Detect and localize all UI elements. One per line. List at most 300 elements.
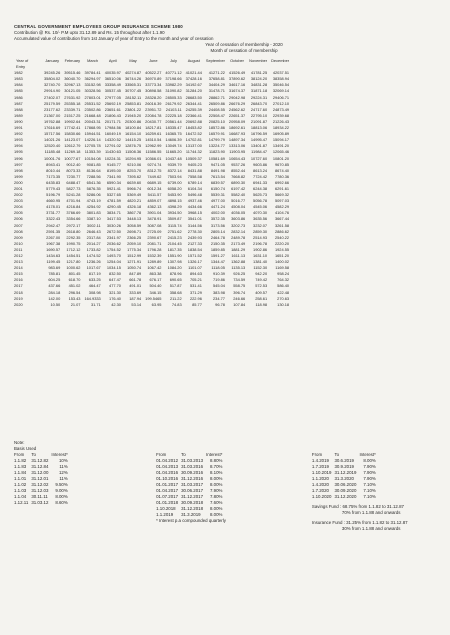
value-cell: 28862.71 [208, 94, 225, 100]
value-cell: 8073.33 [66, 167, 81, 173]
value-cell: 9339.79 [167, 161, 182, 167]
date-cell: 1.10.2020 [311, 494, 332, 499]
entry-year-cell: 2002 [14, 192, 23, 198]
value-cell: 1344.47 [210, 259, 225, 265]
date-cell: 31.03.12 [31, 500, 49, 505]
value-cell: 734.59 [233, 277, 246, 283]
value-cell: 40522.27 [145, 70, 162, 76]
interest-header-cell: To [334, 452, 340, 457]
value-cell: 8552.44 [231, 167, 246, 173]
value-cell: 1493.70 [106, 253, 121, 258]
value-cell: 7724.42 [253, 173, 268, 179]
value-cell: 25853.81 [124, 100, 142, 106]
value-cell: 33982.29 [165, 82, 182, 88]
value-cell: 74.83 [171, 301, 182, 307]
value-cell: 35046.54 [272, 82, 290, 88]
value-cell: 1034.15 [106, 265, 121, 271]
value-cell: 422.48 [277, 289, 290, 295]
value-cell: 586.40 [277, 283, 290, 289]
value-cell: 1050.74 [127, 265, 142, 271]
entry-year-cell: 1986 [14, 94, 23, 100]
value-cell: 6058.20 [167, 185, 182, 191]
value-cell: 7341.90 [106, 173, 121, 179]
value-cell: 451.02 [68, 283, 81, 289]
value-cell: 10.50 [50, 301, 61, 307]
value-cell: 29914.90 [44, 88, 61, 94]
value-cell: 6488.47 [66, 179, 81, 185]
value-cell: 29224.31 [250, 94, 268, 100]
value-cell: 16796.59 [250, 131, 268, 137]
date-cell: 1.7.2020 [311, 488, 329, 493]
entry-year-cell: 1997 [14, 161, 23, 167]
value-cell: 1967.38 [46, 240, 61, 246]
value-cell: 3354.66 [66, 216, 81, 222]
date-cell: 30.06.2020 [334, 482, 357, 487]
value-cell: 17984.56 [104, 125, 121, 131]
value-cell: 5779.43 [46, 185, 61, 191]
value-cell: 32069.14 [272, 88, 290, 94]
date-cell: 31.12.2018 [181, 506, 204, 511]
value-cell: 17616.69 [44, 125, 61, 131]
value-cell: 31871.18 [250, 88, 268, 94]
value-cell: 4781.59 [106, 198, 121, 204]
value-cell: 8010.44 [46, 167, 61, 173]
value-cell: 705.21 [189, 277, 202, 283]
value-cell: 2127.33 [187, 240, 202, 246]
value-cell: 23801.22 [124, 106, 142, 112]
value-cell: 11823.90 [208, 149, 225, 155]
value-cell: 2489.78 [231, 234, 246, 240]
value-cell: 504.40 [149, 283, 162, 289]
value-cell: 19762.88 [44, 118, 61, 124]
value-cell: 14995.47 [250, 137, 268, 143]
value-cell: 5966.74 [127, 185, 142, 191]
interest-rate-cell: 9.00% [55, 488, 68, 493]
date-cell: 01.04.2013 [156, 464, 179, 469]
value-cell: 1199.45 [46, 259, 61, 265]
value-cell: 2292.35 [66, 234, 81, 240]
value-cell: 28505.33 [165, 94, 182, 100]
value-cell: 1381.40 [253, 259, 268, 265]
interest-rate-cell: 10% [58, 458, 68, 463]
value-cell: 153.43 [68, 295, 81, 301]
value-cell: 3478.91 [147, 216, 162, 222]
value-cell: 4859.07 [147, 198, 162, 204]
value-cell: 4254.92 [86, 204, 101, 210]
value-cell: 3002.11 [86, 222, 101, 228]
value-cell: 2751.62 [167, 228, 182, 234]
accumulated-value-table [14, 58, 291, 308]
value-cell: 4216.84 [66, 204, 81, 210]
value-cell: 130.18 [277, 301, 290, 307]
value-cell: 1152.30 [253, 265, 268, 271]
interest-rate-cell: 7.90% [363, 470, 376, 475]
date-cell: 1.12.11 [14, 500, 29, 505]
value-cell: 1434.63 [46, 253, 61, 258]
value-cell: 3173.56 [210, 222, 225, 228]
value-cell: 3387.10 [86, 216, 101, 222]
interest-row [312, 494, 379, 500]
value-cell: 107.84 [233, 301, 246, 307]
value-cell: 118.98 [255, 301, 268, 307]
value-cell: 5876.35 [86, 185, 101, 191]
value-cell: 20561.44 [165, 118, 182, 124]
value-cell: 15094.17 [272, 137, 290, 143]
value-cell: 28328.20 [145, 94, 162, 100]
value-cell: 894.63 [189, 271, 202, 277]
value-cell: 22508.47 [208, 112, 225, 118]
value-cell: 3144.56 [187, 222, 202, 228]
value-cell: 27402.07 [44, 94, 61, 100]
value-cell: 926.25 [233, 271, 246, 277]
value-cell: 22939.68 [272, 112, 290, 118]
value-cell: 24408.55 [208, 106, 225, 112]
value-cell: 2805.14 [210, 228, 225, 234]
value-cell: 1254.04 [106, 259, 121, 265]
value-cell: 14606.39 [165, 137, 182, 143]
entry-year-cell: 1990 [14, 118, 23, 124]
value-cell: 5669.32 [274, 192, 290, 198]
value-cell: 2014.27 [86, 240, 101, 246]
value-cell: 2778.30 [187, 228, 202, 234]
date-cell: 30.09.2020 [334, 488, 357, 493]
value-cell: 1733.82 [86, 246, 101, 252]
value-cell: 10001.76 [44, 155, 61, 161]
value-cell: 13401.87 [250, 143, 268, 149]
insurance-fund-note [312, 520, 440, 532]
value-cell: 30537.45 [104, 88, 121, 94]
interest-table-left [14, 452, 71, 506]
value-cell: 18934.22 [272, 125, 290, 131]
value-cell: 633.25 [88, 277, 101, 283]
value-cell: 176.40 [109, 295, 121, 301]
value-cell: 15944.51 [84, 131, 101, 137]
value-cell: 719.86 [213, 277, 225, 283]
value-cell: 4898.15 [167, 198, 182, 204]
date-cell: 31.12.84 [31, 464, 49, 469]
value-cell: 3834.71 [106, 210, 121, 216]
value-cell: 10366.01 [145, 155, 162, 161]
interest-rate-cell: 11% [59, 476, 68, 481]
interest-rate-cell: 7.10% [363, 488, 376, 493]
value-cell: 20300.86 [124, 118, 142, 124]
value-cell: 847.89 [129, 271, 142, 277]
date-cell: 30.9.2019 [334, 464, 354, 469]
value-cell: 2514.93 [253, 234, 268, 240]
value-cell: 3202.73 [231, 222, 246, 228]
value-cell: 676.17 [149, 277, 162, 283]
value-cell: 7288.56 [86, 173, 101, 179]
entry-year-cell: 2008 [14, 228, 23, 234]
value-cell: 11430.63 [104, 149, 121, 155]
interest-rate-cell: 7.10% [363, 494, 376, 499]
value-cell: 31478.71 [208, 88, 225, 94]
interest-rate-cell: 8.60% [55, 500, 68, 505]
value-cell: 6291.61 [274, 185, 290, 191]
value-cell: 1611.13 [231, 253, 246, 258]
value-cell: 801.45 [68, 271, 81, 277]
interest-row [14, 500, 71, 506]
value-cell: 1651.20 [274, 253, 290, 258]
value-cell: 24873.49 [272, 106, 290, 112]
value-cell: 34831.28 [250, 82, 268, 88]
value-cell: 1289.89 [147, 259, 162, 265]
savings-fund-note [312, 504, 440, 516]
value-cell: 16154.10 [124, 131, 142, 137]
value-cell: 558.75 [233, 283, 246, 289]
date-cell: 1.1.03 [14, 488, 27, 493]
value-cell: 2439.93 [187, 234, 202, 240]
interest-basis-left [14, 452, 142, 532]
month-column-header: May [129, 58, 137, 63]
value-cell: 3934.50 [167, 210, 182, 216]
value-cell: 11984.47 [251, 149, 268, 155]
interest-rate-cell: 8.10% [209, 470, 223, 475]
value-cell: 4002.00 [210, 210, 225, 216]
value-cell: 20171.71 [104, 118, 121, 124]
value-cell: 41781.25 [250, 70, 268, 76]
date-cell: 30.09.2016 [181, 470, 204, 475]
value-cell: 18217.81 [145, 125, 162, 131]
basis-label: Basis Used [14, 446, 37, 451]
value-cell: 16049.19 [104, 131, 121, 137]
value-cell: 2832.14 [231, 228, 246, 234]
value-cell: 371.29 [189, 289, 202, 295]
value-cell: 3232.07 [253, 222, 268, 228]
entry-year-cell: 2020 [14, 301, 23, 307]
value-cell: 4545.06 [253, 204, 268, 210]
value-cell: 31.71 [90, 301, 101, 307]
value-cell: 7449.62 [147, 173, 162, 179]
value-cell: 37428.16 [185, 76, 202, 82]
value-cell: 4434.66 [187, 204, 202, 210]
value-cell: 5097.03 [274, 198, 290, 204]
interest-rate-cell: 9.50% [55, 482, 68, 487]
entry-year-cell: 1985 [14, 88, 23, 94]
value-cell: 1454.51 [66, 253, 81, 258]
value-cell: 9145.77 [106, 161, 121, 167]
value-cell: 11185.48 [44, 149, 61, 155]
value-cell: 2081.71 [147, 240, 162, 246]
value-cell: 1101.07 [188, 265, 202, 271]
value-cell: 2591.35 [46, 228, 61, 234]
value-cell: 4937.46 [187, 198, 202, 204]
value-cell: 26179.92 [165, 100, 182, 106]
value-cell: 2942.47 [46, 222, 61, 228]
value-cell: 10437.48 [165, 155, 182, 161]
value-cell: 9405.23 [187, 161, 202, 167]
value-cell: 3058.59 [127, 222, 142, 228]
value-cell: 1775.34 [127, 246, 142, 252]
entry-year-cell: 1993 [14, 137, 23, 143]
interest-header-cell: Interest* [206, 452, 223, 457]
value-cell: 8613.24 [253, 167, 268, 173]
value-cell: 24562.62 [228, 106, 246, 112]
value-cell: 1400.02 [274, 259, 290, 265]
value-cell: 9471.05 [210, 161, 225, 167]
value-cell: 8491.98 [210, 167, 225, 173]
value-cell: 20825.10 [208, 118, 225, 124]
value-cell: 5056.78 [253, 198, 268, 204]
value-cell: 4036.05 [231, 210, 246, 216]
value-cell: 18572.86 [208, 125, 225, 131]
interest-rate-cell: 12% [58, 470, 68, 475]
value-cell: 8674.40 [274, 167, 290, 173]
interest-header-cell: From [14, 452, 25, 457]
date-cell: 31.12.01 [31, 476, 49, 481]
date-cell: 31.12.00 [31, 470, 49, 475]
interest-rate-cell: 7.80% [209, 494, 223, 499]
value-cell: 4326.18 [127, 204, 142, 210]
value-cell: 11744.32 [185, 149, 202, 155]
value-cell: 6590.34 [106, 179, 121, 185]
value-cell: 13491.20 [272, 143, 290, 149]
value-cell: 14226.14 [84, 137, 101, 143]
interest-basis-middle [156, 452, 304, 532]
value-cell: 19902.64 [64, 118, 81, 124]
value-cell: 3087.08 [147, 222, 162, 228]
entry-year-cell: 1999 [14, 173, 23, 179]
value-cell: 11586.55 [145, 149, 162, 155]
value-cell: 958.24 [277, 271, 290, 277]
date-cell: 01.04.2017 [156, 488, 179, 493]
interest-rate-cell: 8.00% [55, 494, 68, 499]
value-cell: 531.41 [189, 283, 202, 289]
value-cell: 36970.89 [145, 76, 162, 82]
value-cell: 18100.84 [124, 125, 142, 131]
value-cell: 1362.88 [231, 259, 246, 265]
value-cell: 20430.77 [145, 118, 162, 124]
value-cell: 10801.20 [272, 155, 290, 161]
value-cell: 942.20 [255, 271, 268, 277]
value-cell: 11269.18 [64, 149, 81, 155]
value-cell: 1000.62 [66, 265, 81, 271]
value-cell: 4582.29 [274, 204, 290, 210]
value-cell: 16365.75 [165, 131, 182, 137]
value-cell: 14123.07 [64, 137, 81, 143]
value-cell: 3801.83 [86, 210, 101, 216]
value-cell: 1271.91 [127, 259, 142, 265]
value-cell: 20692.88 [185, 118, 202, 124]
date-cell: 01.01.2017 [156, 482, 179, 487]
value-cell: 36040.70 [64, 76, 81, 82]
value-cell: 517.87 [169, 283, 182, 289]
year-of-cessation: Year of cessation of membership - 2020 [205, 42, 283, 47]
value-cell: 4398.29 [167, 204, 182, 210]
value-cell: 8136.64 [86, 167, 101, 173]
value-cell: 8372.14 [167, 167, 182, 173]
date-cell: 31.12.2019 [334, 470, 357, 475]
value-cell: 2646.43 [86, 228, 101, 234]
value-cell: 23339.71 [64, 106, 81, 112]
value-cell: 31090.82 [165, 88, 182, 94]
value-cell: 38358.94 [272, 76, 290, 82]
value-cell: 817.19 [88, 271, 101, 277]
value-cell: 4701.94 [66, 198, 81, 204]
value-cell: 1591.27 [210, 253, 225, 258]
value-cell: 13137.00 [185, 143, 202, 149]
value-cell: 7668.82 [231, 173, 246, 179]
value-cell: 2196.78 [253, 240, 268, 246]
value-cell: 5196.79 [46, 192, 61, 198]
value-cell: 12705.78 [84, 143, 101, 149]
value-cell: 34617.16 [228, 82, 246, 88]
date-cell: 30.6.2019 [334, 458, 354, 463]
value-cell: 383.98 [213, 289, 225, 295]
entry-year-cell: 1992 [14, 131, 23, 137]
value-cell: 1217.80 [66, 259, 81, 265]
value-cell: 29406.71 [272, 94, 290, 100]
value-cell: 30707.45 [124, 88, 142, 94]
value-cell: 2317.84 [86, 234, 101, 240]
entry-year-cell: 1982 [14, 70, 23, 76]
value-cell: 36744.26 [124, 76, 142, 82]
value-cell: 1817.35 [167, 246, 182, 252]
value-cell: 23502.86 [84, 106, 101, 112]
interest-footnote: * Interest p.a compounded quarterly [156, 518, 226, 523]
value-cell: 39245.26 [44, 70, 61, 76]
value-cell: 5286.06 [86, 192, 101, 198]
value-cell: 3635.56 [253, 216, 268, 222]
value-cell: 5539.31 [210, 192, 225, 198]
date-cell: 31.3.2020 [334, 476, 354, 481]
value-cell: 6197.42 [231, 185, 246, 191]
value-cell: 10581.69 [208, 155, 225, 161]
value-cell: 477.70 [109, 283, 121, 289]
value-cell: 1326.17 [187, 259, 202, 265]
value-cell: 11353.39 [84, 149, 101, 155]
value-cell: 33565.31 [124, 82, 142, 88]
value-cell: 2059.10 [127, 240, 142, 246]
month-column-header: November [249, 58, 268, 63]
entry-year-cell: 1998 [14, 167, 23, 173]
value-cell: 13313.06 [228, 143, 246, 149]
value-cell: 16905.89 [272, 131, 290, 137]
entry-year-cell: 2007 [14, 222, 23, 228]
value-cell: 41021.44 [185, 70, 202, 76]
value-cell: 2366.25 [127, 234, 142, 240]
value-cell: 1512.99 [127, 253, 142, 258]
value-cell: 8253.70 [127, 167, 142, 173]
value-cell: 26344.41 [185, 100, 202, 106]
value-cell: 6104.34 [187, 185, 202, 191]
value-cell: 14799.79 [208, 137, 225, 143]
value-cell: 26843.70 [250, 100, 268, 106]
value-cell: 2886.62 [274, 228, 290, 234]
value-cell: 4178.01 [46, 204, 61, 210]
value-cell: 7395.62 [127, 173, 142, 179]
value-cell: 3968.15 [187, 210, 202, 216]
value-cell: 6739.00 [167, 179, 182, 185]
value-cell: 661.78 [129, 277, 142, 283]
value-cell: 3261.58 [274, 222, 290, 228]
notes-section [14, 440, 440, 532]
value-cell: 11508.36 [125, 149, 142, 155]
entry-year-cell: 2003 [14, 198, 23, 204]
value-cell: 3731.77 [46, 210, 61, 216]
value-cell: 1838.54 [187, 246, 202, 252]
interest-header-cell: From [311, 452, 323, 457]
entry-year-cell: 2010 [14, 240, 23, 246]
value-cell: 296.54 [68, 289, 81, 295]
entry-year-cell: 1996 [14, 155, 23, 161]
month-of-cessation: Month of cessation of membership [210, 48, 278, 53]
value-cell: 24103.11 [165, 106, 182, 112]
value-cell: 13224.77 [208, 143, 225, 149]
value-cell: 5369.49 [127, 192, 142, 198]
value-cell: 12065.46 [272, 149, 290, 155]
value-cell: 28683.50 [185, 94, 202, 100]
